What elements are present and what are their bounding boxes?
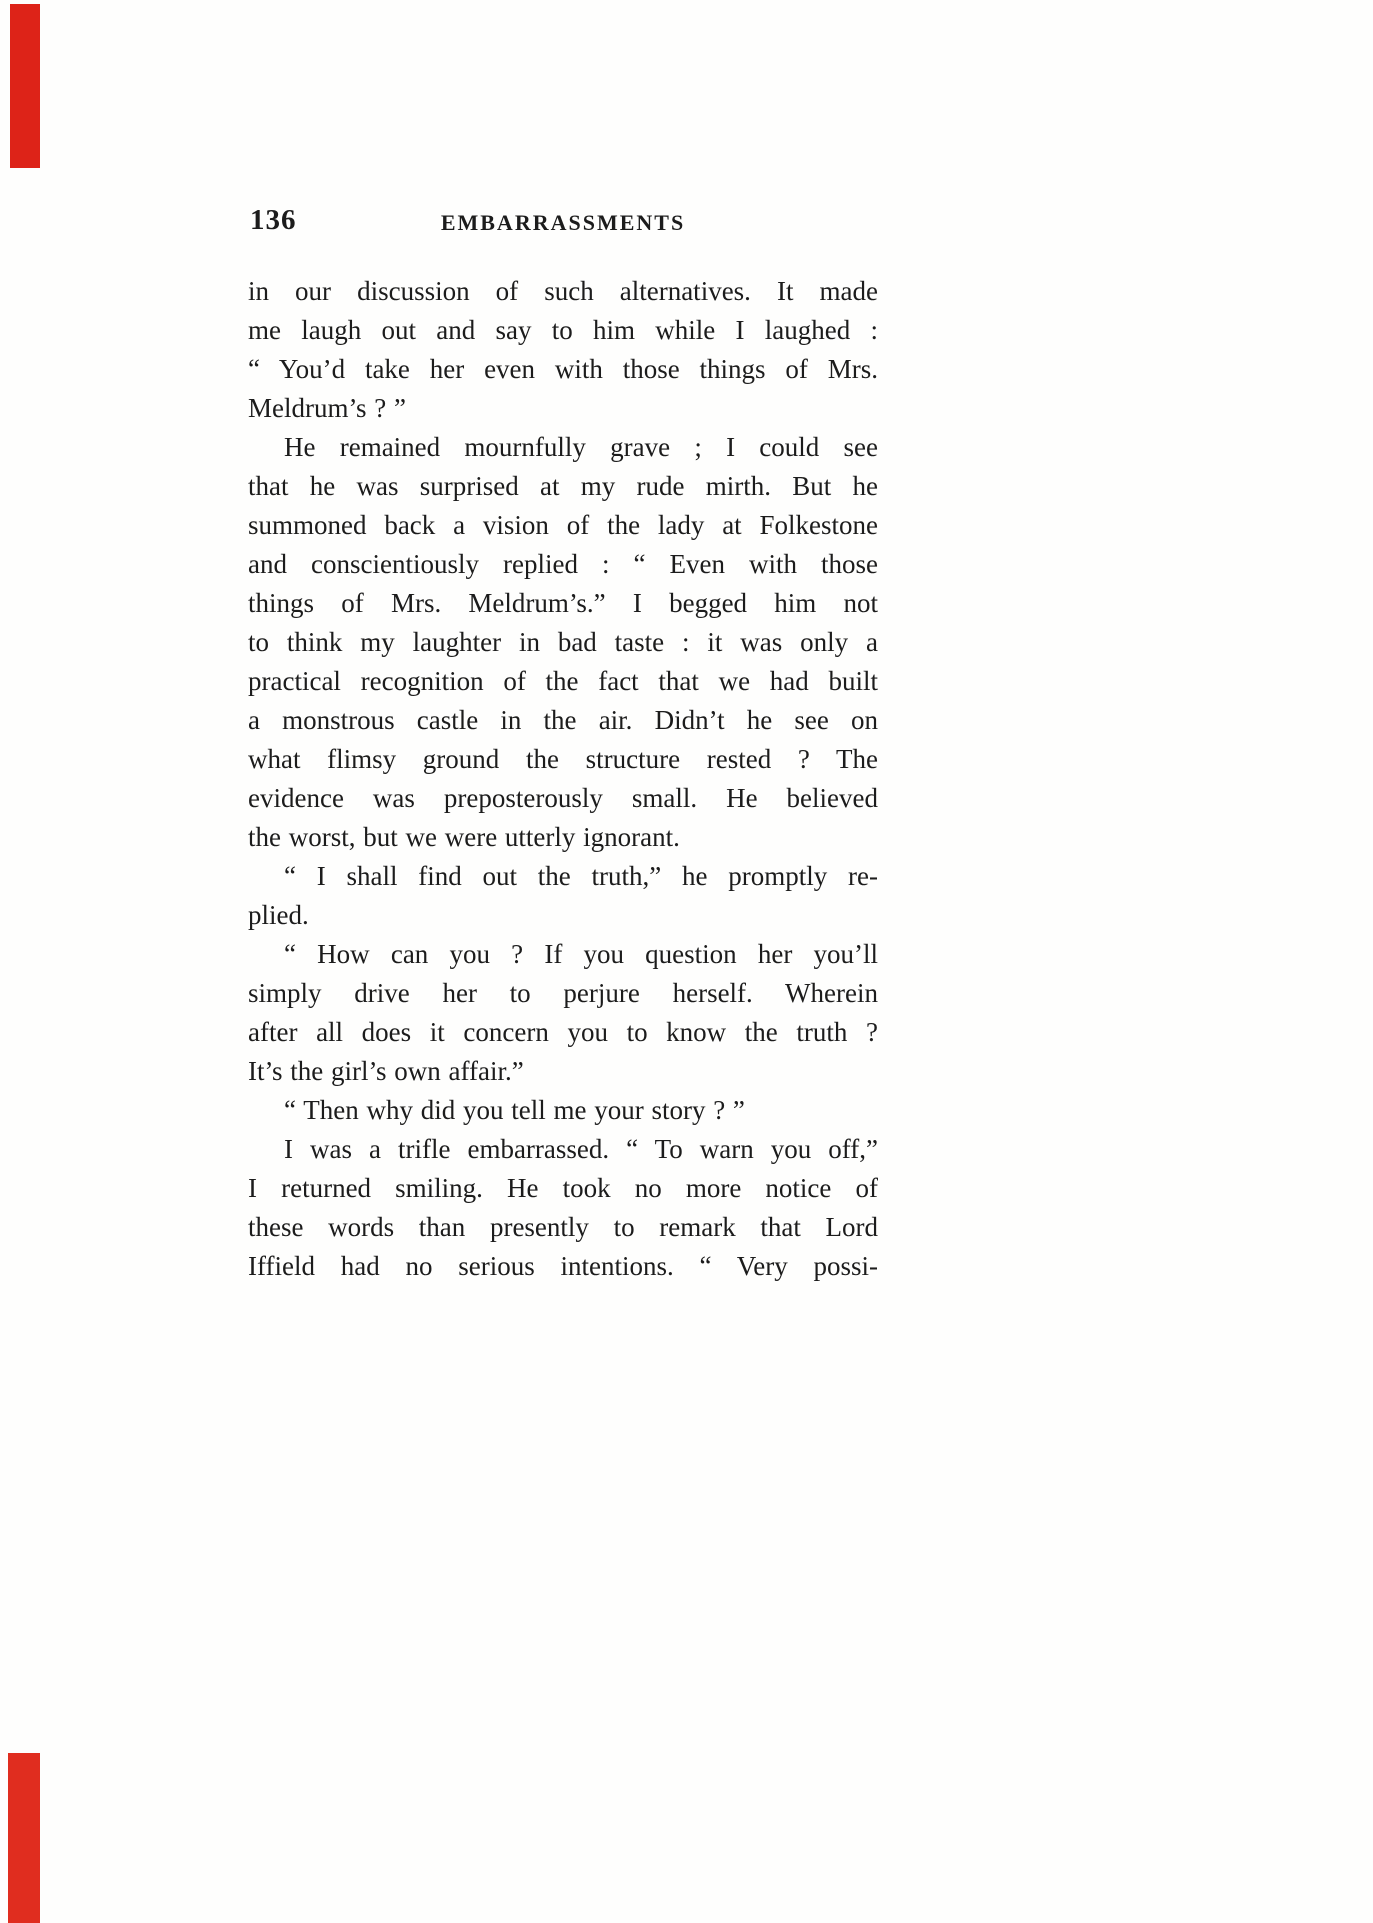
text-line: simply drive her to perjure herself. Wherein [248,978,878,1008]
text-line: in our discussion of such alternatives. It made [248,276,878,306]
text-line: the worst, but we were utterly ignorant. [248,822,680,852]
running-title: EMBARRASSMENTS [440,210,686,235]
scan-color-mark-top [10,4,40,168]
page-header [248,204,878,242]
text-line: “ How can you ? If you question her you’ll [284,939,878,969]
text-line: He remained mournfully grave ; I could see [284,432,878,462]
text-line: “ I shall find out the truth,” he promptly re- [284,861,878,891]
text-line: to think my laughter in bad taste : it was only a [248,627,878,657]
text-line: and conscientiously replied : “ Even with those [248,549,878,579]
text-line: that he was surprised at my rude mirth. But he [248,471,878,501]
text-line: I was a trifle embarrassed. “ To warn you off,” [284,1134,878,1164]
text-line: after all does it concern you to know the truth ? [248,1017,878,1047]
text-line: what flimsy ground the structure rested ? The [248,744,878,774]
text-line: summoned back a vision of the lady at Folkestone [248,510,878,540]
text-line: “ You’d take her even with those things of Mrs. [248,354,878,384]
text-line: a monstrous castle in the air. Didn’t he see on [248,705,878,735]
text-line: Meldrum’s ? ” [248,393,406,423]
text-block [248,204,878,1286]
text-line: plied. [248,900,309,930]
scan-color-mark-bottom [8,1753,40,1923]
body-text [248,272,878,1286]
text-line: these words than presently to remark that Lord [248,1212,878,1242]
page-number: 136 [250,204,297,236]
text-line: Iffield had no serious intentions. “ Very possi- [248,1251,878,1281]
text-line: things of Mrs. Meldrum’s.” I begged him not [248,588,878,618]
text-line: I returned smiling. He took no more notice of [248,1173,878,1203]
text-line: It’s the girl’s own affair.” [248,1056,524,1086]
text-line: “ Then why did you tell me your story ? ” [284,1095,745,1125]
text-line: evidence was preposterously small. He believed [248,783,878,813]
text-line: practical recognition of the fact that we had built [248,666,878,696]
text-line: me laugh out and say to him while I laughed : [248,315,878,345]
